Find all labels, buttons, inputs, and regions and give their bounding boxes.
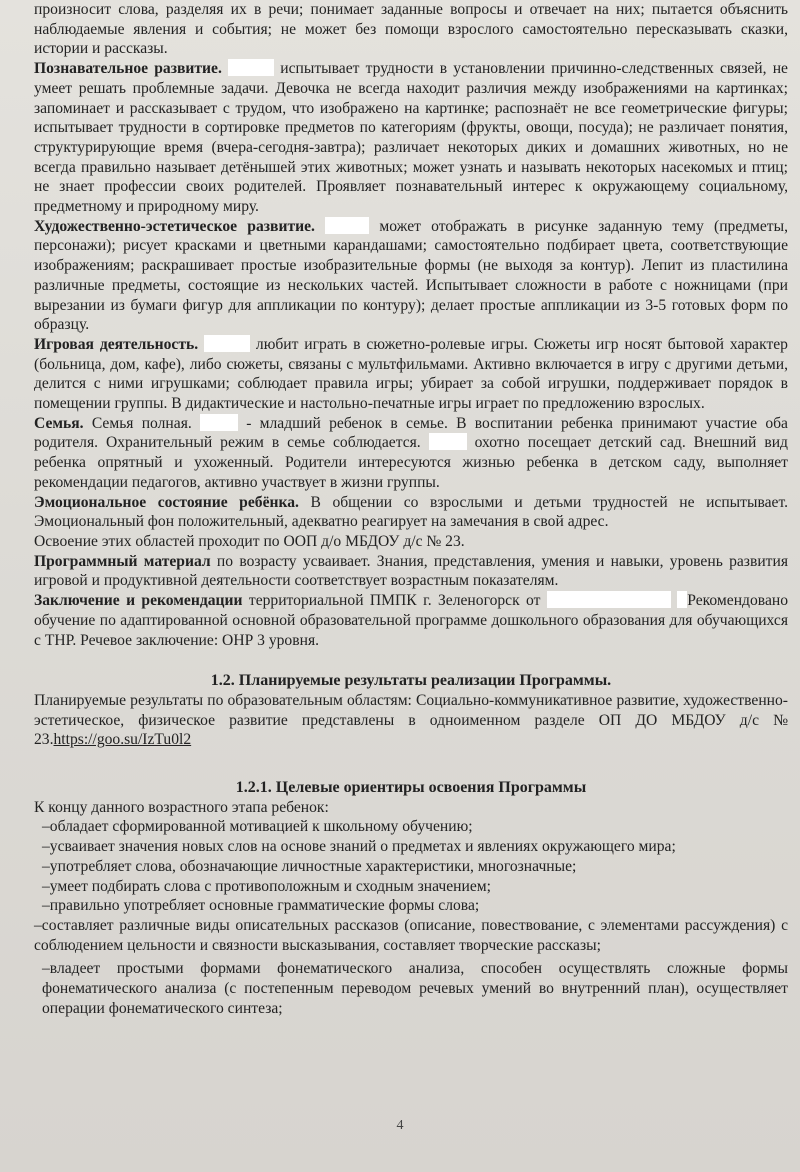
redacted-name: [325, 217, 369, 234]
play-heading: Игровая деятельность.: [34, 335, 199, 353]
family-heading: Семья.: [34, 414, 84, 432]
artistic-heading: Художественно-эстетическое развитие.: [34, 217, 315, 235]
redacted-date: [547, 591, 671, 608]
family-paragraph: [34, 414, 788, 493]
cognitive-text: испытывает трудности в установлении причинно-следственных связей, не умеет решать проблемные задачи. Девочка не всегда находит различия между изображениями на картинках; запоминает и рассказывает с трудом, что изображено на картинке; распознаёт не все геометрические фигуры; испытывает трудности в сортировке предметов по категориям (фрукты, овощи, посуда); не различает понятия, структурирующие время (вчера-сегодня-завтра); различает некоторых диких и домашних животных, но не всегда правильно называет детёнышей этих животных; может узнать и называть некоторых насекомых и птиц; не знает профессии своих родителей. Проявляет познавательный интерес к окружающему социальному, предметному и природному миру.: [34, 60, 788, 216]
mastery-paragraph: [34, 532, 788, 552]
section-1-2-1-heading: 1.2.1. Целевые ориентиры освоения Программы: [235, 779, 587, 797]
document-body: [34, 0, 788, 1018]
redacted-name: [204, 335, 250, 352]
list-item: –владеет простыми формами фонематического анализа, способен осуществлять сложные формы фонематического анализа (с постепенным переводом речевых умений во внутренний план), осуществляет операции фонематического синтеза;: [42, 960, 788, 1017]
emotional-text: В общении со взрослыми и детьми трудностей не испытывает. Эмоциональный фон положительный, адекватно реагирует на замечания в свой адрес.: [34, 493, 788, 531]
redacted-name: [228, 59, 274, 76]
section-1-2-1-lead: К концу данного возрастного этапа ребенок:: [34, 798, 329, 816]
list-item: –усваивает значения новых слов на основе знаний о предметах и явлениях окружающего мира;: [42, 838, 676, 856]
emotional-heading: Эмоциональное состояние ребёнка.: [34, 493, 299, 511]
conclusion-text-1: территориальной ПМПК г. Зеленогорск от: [248, 592, 541, 610]
intro-text: произносит слова, разделяя их в речи; понимает заданные вопросы и отвечает на них; пытается объяснить наблюдаемые явления и события; не может без помощи взрослого самостоятельно пересказывать сказки, истории и рассказы.: [34, 1, 788, 58]
emotional-paragraph: [34, 493, 788, 532]
family-text-3: охотно посещает детский сад. Внешний вид ребенка опрятный и ухоженный. Родители интересуются жизнью ребенка в детском саду, выполняет рекомендации педагогов, активно участвует в жизни группы.: [34, 434, 788, 491]
list-item: –умеет подбирать слова с противоположным и сходным значением;: [42, 877, 491, 895]
family-text-1: Семья полная.: [91, 414, 192, 432]
list-item: –употребляет слова, обозначающие личностные характеристики, многозначные;: [42, 857, 577, 875]
artistic-paragraph: [34, 217, 788, 335]
page-number: 4: [396, 1118, 404, 1133]
play-text: любит играть в сюжетно-ролевые игры. Сюжеты игр носят бытовой характер (больница, дом, кафе), либо сюжеты, связаны с мультфильмами. Активно включается в игру с другими детьми, делится с ними игрушками; соблюдает правила игры; убирает за собой игрушки, поддерживает порядок в помещении группы. В дидактические и настольно-печатные игры играет по предложению взрослых.: [34, 335, 788, 413]
program-text: по возрасту усваивает. Знания, представления, умения и навыки, уровень развития игровой и продуктивной деятельности соответствует возрастным показателям.: [34, 552, 788, 590]
redacted-name: [429, 433, 467, 450]
cognitive-heading: Познавательное развитие.: [34, 60, 222, 78]
conclusion-text-2: Рекомендовано обучение по адаптированной основной образовательной программе дошкольного образования для обучающихся с ТНР. Речевое заключение: ОНР 3 уровня.: [34, 592, 789, 649]
mastery-text: Освоение этих областей проходит по ООП д/о МБДОУ д/с № 23.: [34, 532, 465, 550]
cognitive-paragraph: [34, 59, 788, 217]
list-item: –правильно употребляет основные грамматические формы слова;: [42, 897, 480, 915]
conclusion-paragraph: [34, 591, 788, 650]
goo-su-link[interactable]: https://goo.su/IzTu0l2: [53, 731, 192, 749]
section-1-2-heading: 1.2. Планируемые результаты реализации Программы.: [210, 672, 612, 690]
redacted-mark: [677, 591, 687, 608]
program-paragraph: [34, 552, 788, 591]
list-item: –обладает сформированной мотивацией к школьному обучению;: [42, 818, 473, 836]
list-item: –составляет различные виды описательных рассказов (описание, повествование, с элементами рассуждения) с соблюдением цельности и связности высказывания, составляет творческие рассказы;: [34, 916, 788, 954]
intro-paragraph: [34, 0, 788, 59]
family-text-2: - младший ребенок в семье. В воспитании ребенка принимают участие оба родителя. Охранительный режим в семье соблюдается.: [34, 414, 788, 452]
conclusion-heading: Заключение и рекомендации: [34, 592, 243, 610]
section-1-2-text: Планируемые результаты по образовательным областям: Социально-коммуникативное развитие, художественно-эстетическое, физическое развитие представлены в одноименном разделе ОП ДО МБДОУ д/с № 23.: [34, 691, 788, 749]
program-heading: Программный материал: [34, 552, 211, 570]
play-paragraph: [34, 335, 788, 414]
section-1-2-paragraph: [34, 691, 788, 750]
artistic-text: может отображать в рисунке заданную тему (предметы, персонажи); рисует красками и цветными карандашами; самостоятельно подбирает цвета, соответствующие изображениям; раскрашивает простые изобразительные формы (не выходя за контур). Лепит из пластилина различные предметы, состоящие из нескольких частей. Испытывает сложности в работе с ножницами (при вырезании из бумаги фигур для аппликации по контуру); делает простые аппликации из 3-5 готовых форм по образцу.: [34, 217, 788, 334]
redacted-name: [200, 414, 238, 431]
